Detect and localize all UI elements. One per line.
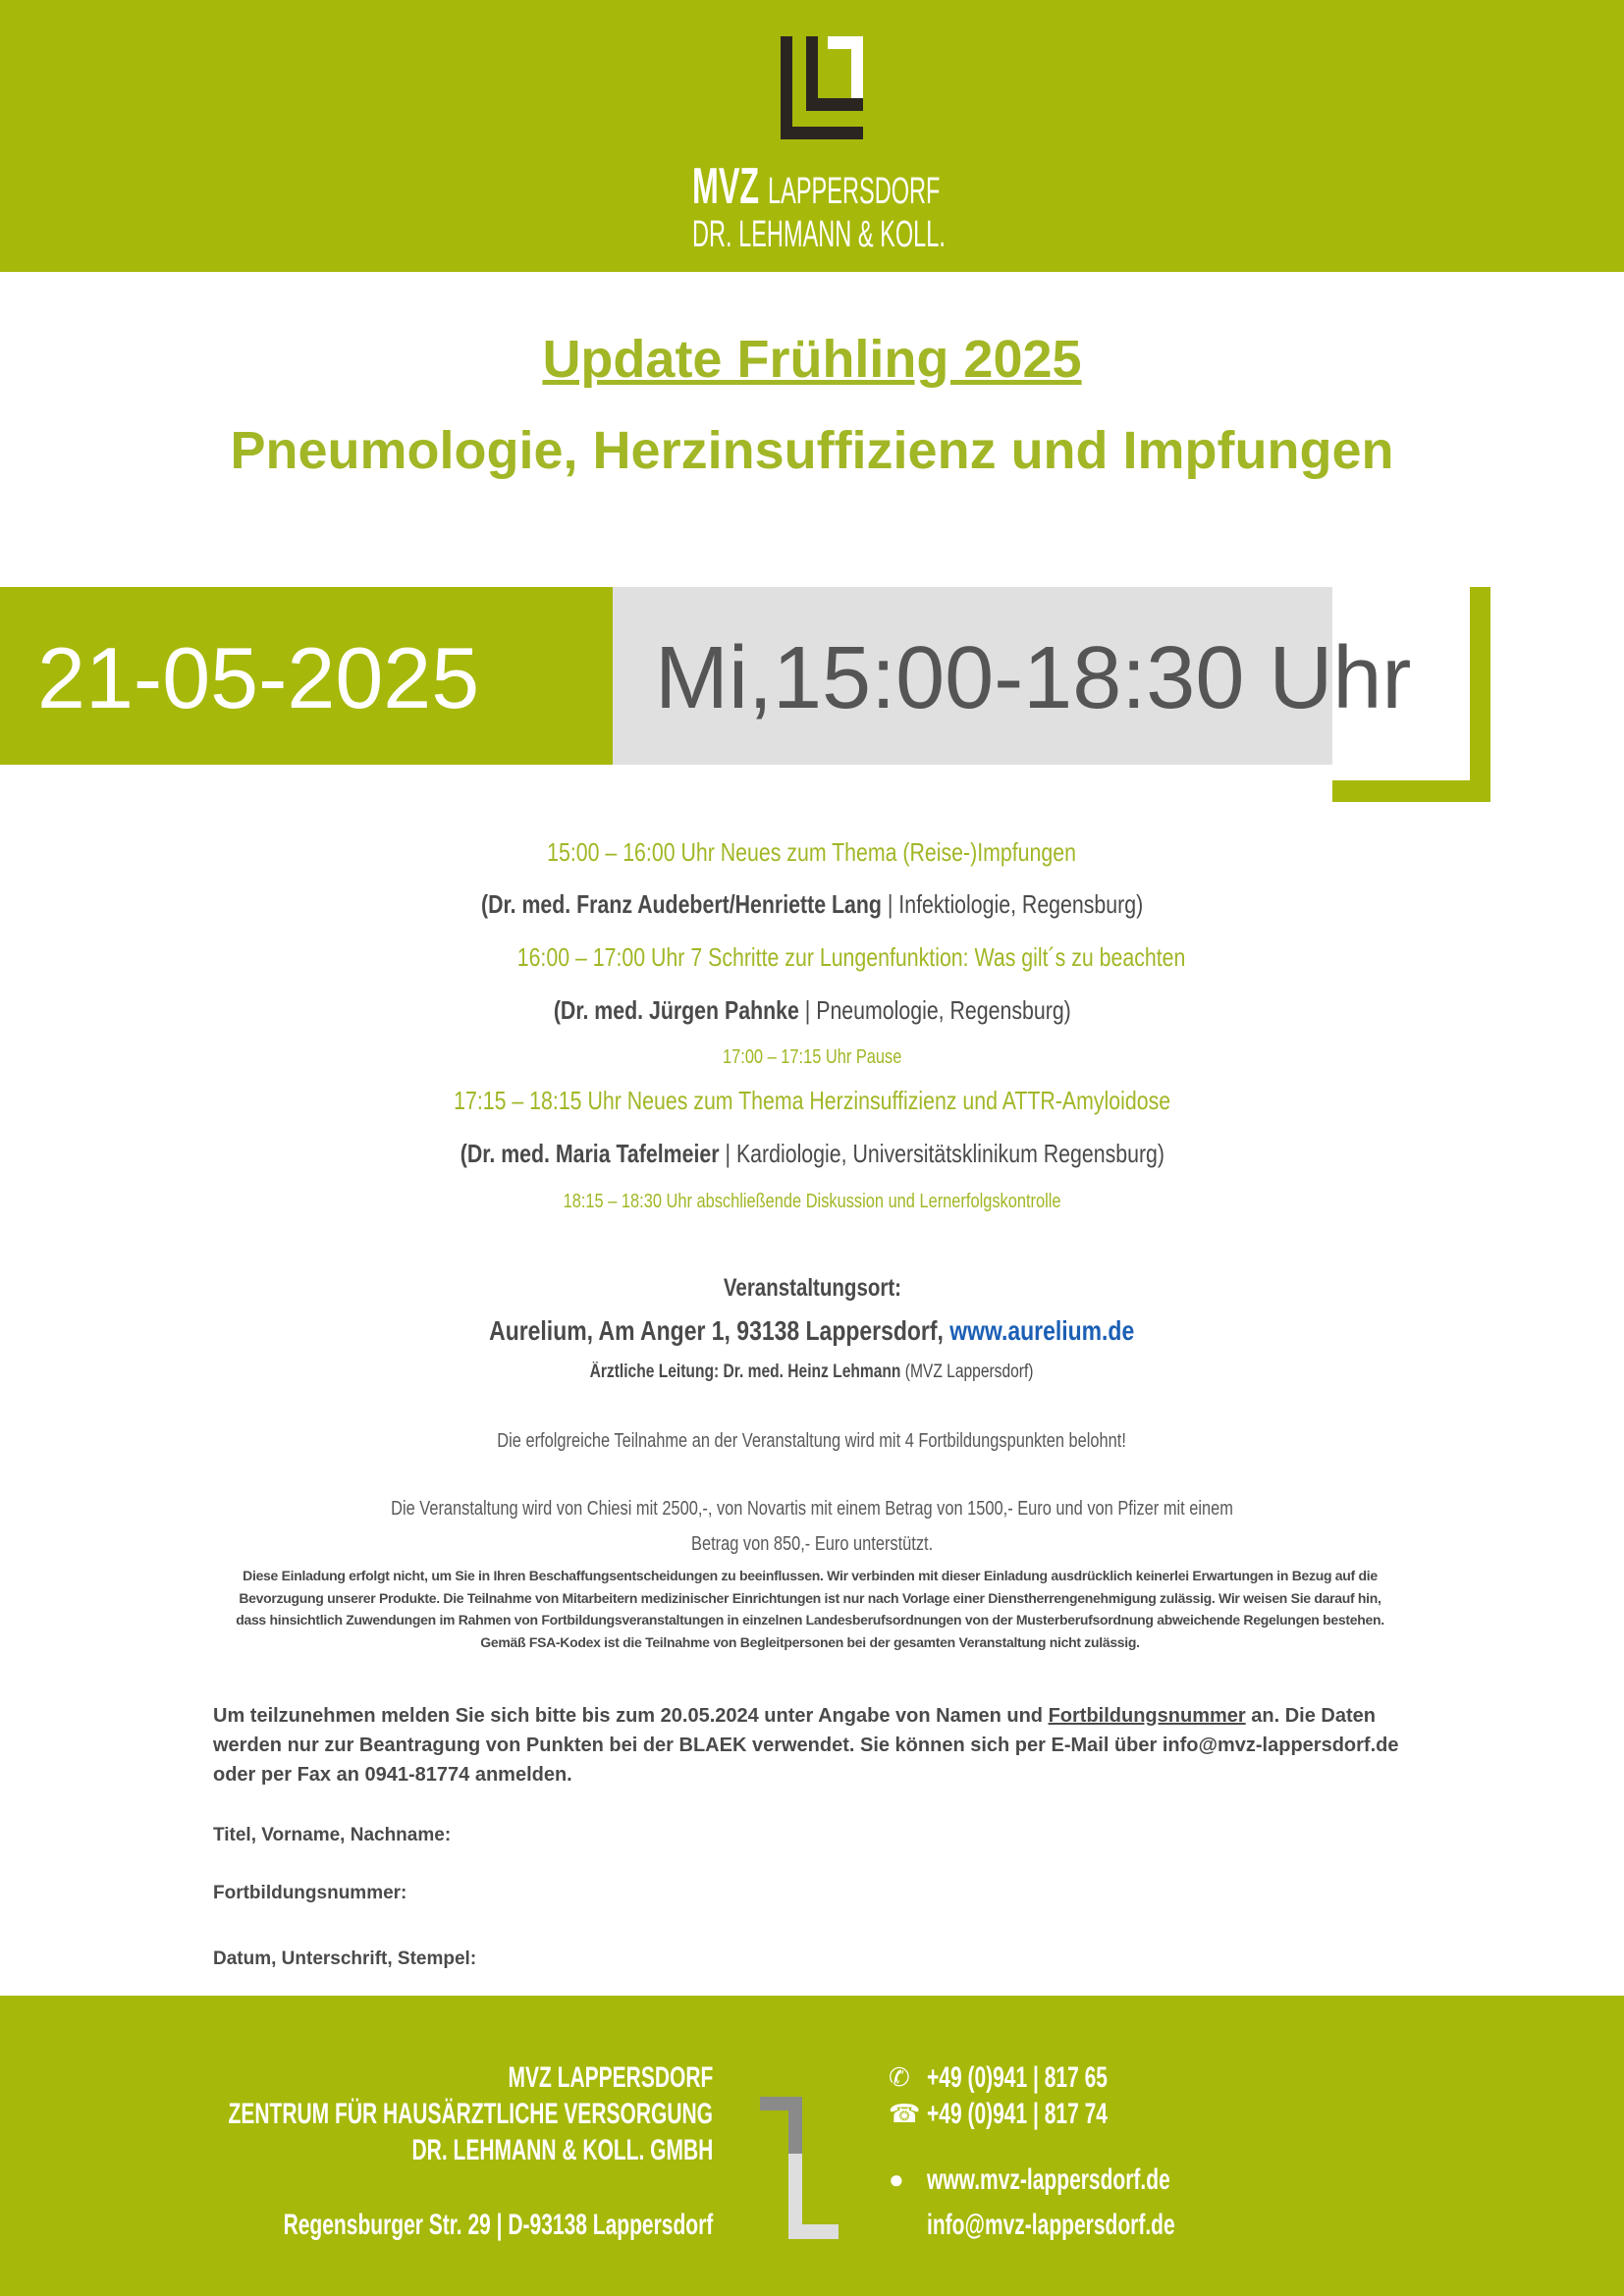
footer-company: DR. LEHMANN & KOLL. GMBH: [411, 2134, 713, 2166]
logo-text: MVZ LAPPERSDORF: [692, 158, 941, 215]
sponsors-text: Die Veranstaltung wird von Chiesi mit 2500,-, von Novartis mit einem Betrag von 1500,- Euro und von Pfizer mit einem: [391, 1498, 1233, 1520]
decorative-bracket: [1332, 780, 1490, 802]
decorative-bracket: [1470, 587, 1490, 802]
venue-label: Veranstaltungsort:: [723, 1274, 901, 1302]
event-date: 21-05-2025: [37, 629, 480, 726]
speaker-line: (Dr. med. Maria Tafelmeier | Kardiologie, Universitätsklinikum Regensburg): [460, 1139, 1164, 1168]
program-item: 18:15 – 18:30 Uhr abschließende Diskussion und Lernerfolgskontrolle: [563, 1191, 1061, 1212]
medical-lead: Ärztliche Leitung: Dr. med. Heinz Lehmann (MVZ Lappersdorf): [590, 1362, 1034, 1382]
venue-address: Aurelium, Am Anger 1, 93138 Lappersdorf, www.aurelium.de: [489, 1315, 1135, 1346]
footer-fax[interactable]: +49 (0)941 | 817 74: [927, 2098, 1108, 2130]
venue-link[interactable]: www.aurelium.de: [949, 1315, 1135, 1346]
fax-icon: ☎: [889, 2099, 921, 2128]
program-item: 16:00 – 17:00 Uhr 7 Schritte zur Lungenfunktion: Was gilt´s zu beachten: [516, 942, 1186, 972]
footer-center: ZENTRUM FÜR HAUSÄRZTLICHE VERSORGUNG: [228, 2098, 713, 2130]
speaker-line: (Dr. med. Franz Audebert/Henriette Lang | Infektiologie, Regensburg): [480, 889, 1144, 919]
globe-icon: ●: [889, 2164, 904, 2194]
field-name[interactable]: Titel, Vorname, Nachname:: [213, 1825, 452, 1845]
logo-icon: [781, 36, 863, 139]
footer-email[interactable]: info@mvz-lappersdorf.de: [927, 2209, 1175, 2241]
field-training-number[interactable]: Fortbildungsnummer:: [213, 1883, 407, 1903]
phone-icon: ✆: [889, 2062, 910, 2092]
sponsors-text: Betrag von 850,- Euro unterstützt.: [690, 1533, 934, 1555]
program-item: 17:15 – 18:15 Uhr Neues zum Thema Herzinsuffizienz und ATTR-Amyloidose: [454, 1086, 1170, 1115]
footer-website[interactable]: www.mvz-lappersdorf.de: [927, 2163, 1170, 2196]
speaker-line: (Dr. med. Jürgen Pahnke | Pneumologie, Regensburg): [553, 995, 1071, 1025]
footer-name: MVZ LAPPERSDORF: [508, 2061, 713, 2094]
page-title: Update Frühling 2025: [542, 330, 1082, 389]
points-note: Die erfolgreiche Teilnahme an der Veranstaltung wird mit 4 Fortbildungspunkten belohnt!: [497, 1430, 1127, 1452]
disclaimer: Diese Einladung erfolgt nicht, um Sie in Ihren Beschaffungsentscheidungen zu beeinflussen. Wir verbinden mit dieser Einladung ausdrücklich keinerlei Erwartungen in Bezug auf die Bevorzugung unserer Produkte. Die Teilnahme von Mitarbeitern medizinischer Einrichtungen ist nur nach Vorlage einer Dienstherrengenehmigung zulässig. Wir weisen Sie darauf hin, dass hinsichtlich Zuwendungen im Rahmen von Fortbildungsveranstaltungen in einzelnen Landesberufsordnungen von der Musterberufsordnung abweichende Regelungen bestehen. Gemäß FSA-Kodex ist die Teilnahme von Begleitpersonen bei der gesamten Veranstaltung nicht zulässig.: [236, 1568, 1384, 1650]
program-item: 15:00 – 16:00 Uhr Neues zum Thema (Reise-)Impfungen: [547, 837, 1077, 867]
footer-logo-icon: [760, 2097, 839, 2239]
page-subtitle: Pneumologie, Herzinsuffizienz und Impfungen: [230, 421, 1394, 480]
logo-subtext: DR. LEHMANN & KOLL.: [692, 214, 946, 255]
registration-text: Um teilzunehmen melden Sie sich bitte bis zum 20.05.2024 unter Angabe von Namen und Fortbildungsnummer an. Die Daten werden nur zur Beantragung von Punkten bei der BLAEK verwendet. Sie können sich per E-Mail über info@mvz-lappersdorf.de oder per Fax an 0941-81774 anmelden.: [213, 1705, 1399, 1786]
footer-address: Regensburger Str. 29 | D-93138 Lappersdorf: [283, 2209, 713, 2241]
event-time: Mi,15:00-18:30 Uhr: [655, 629, 1412, 727]
program-item: 17:00 – 17:15 Uhr Pause: [722, 1046, 902, 1068]
footer-phone[interactable]: +49 (0)941 | 817 65: [927, 2061, 1108, 2094]
field-signature[interactable]: Datum, Unterschrift, Stempel:: [213, 1949, 477, 1969]
